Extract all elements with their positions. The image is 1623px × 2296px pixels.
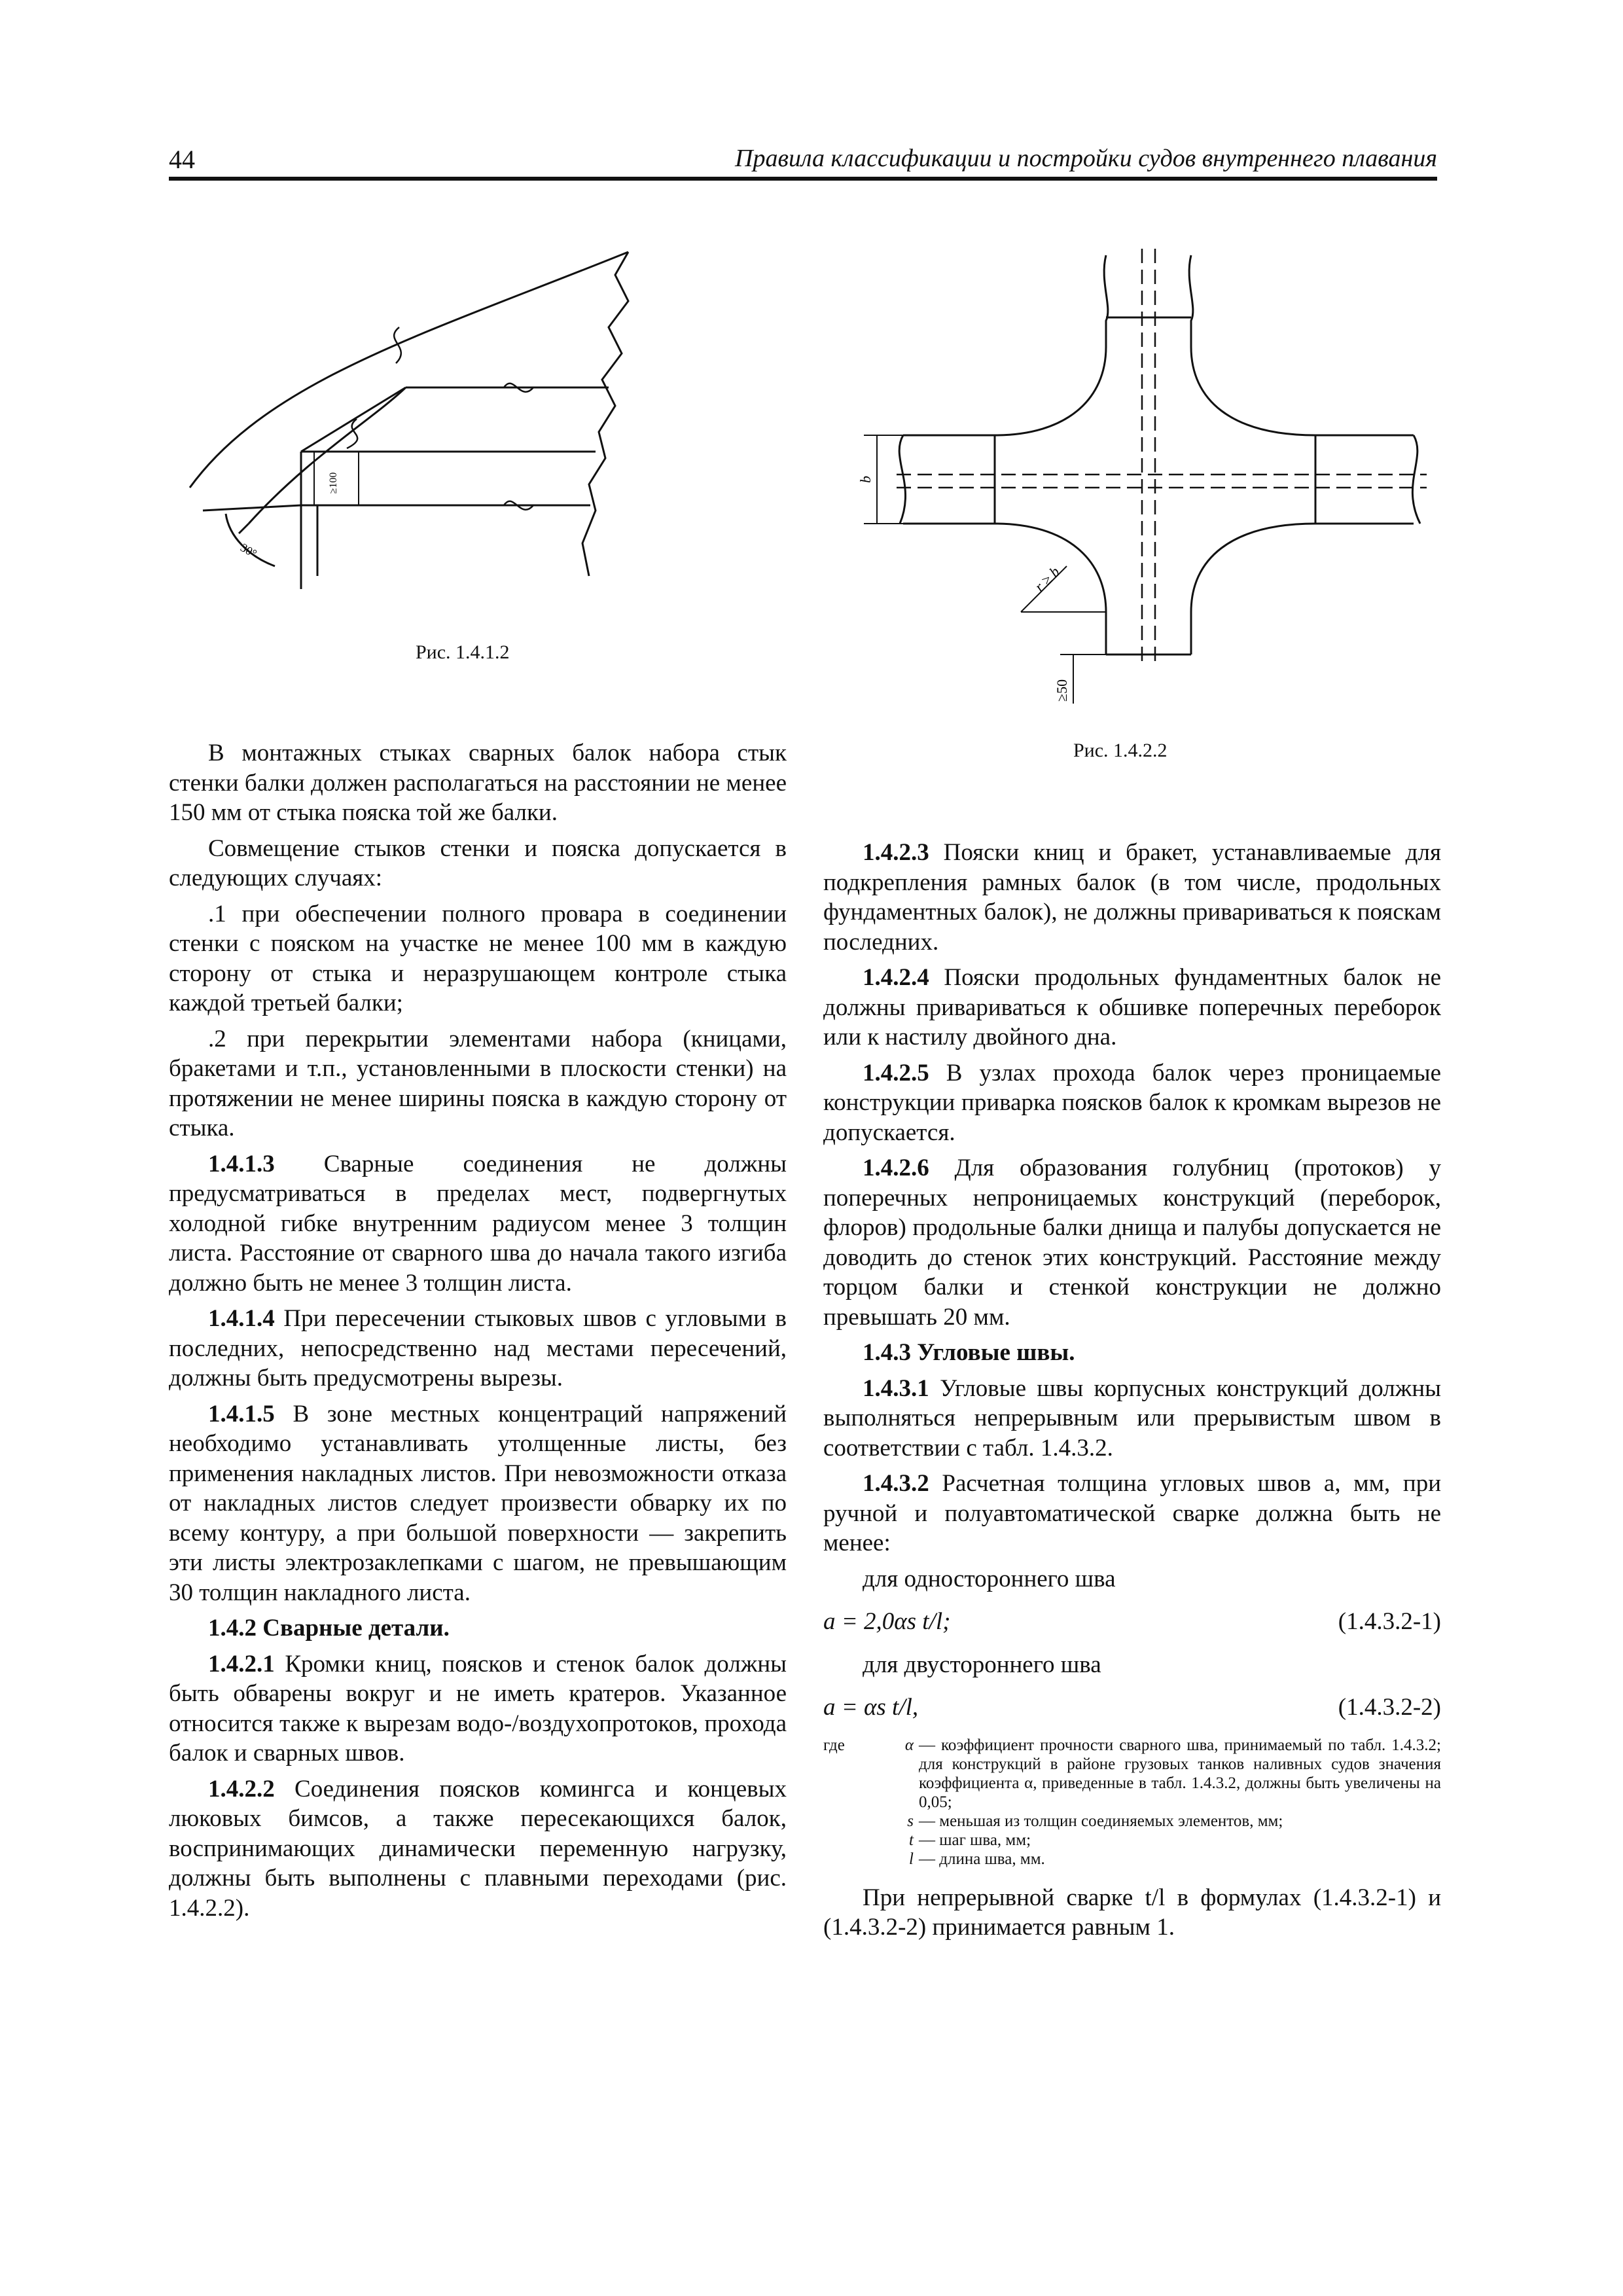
- formula-expression: a = 2,0αs t/l;: [823, 1608, 951, 1635]
- section-heading: 1.4.3 Угловые швы.: [863, 1339, 1075, 1366]
- clause-number: 1.4.1.4: [208, 1305, 275, 1332]
- paragraph: При непрерывной сварке t/l в формулах (1.4.3.2-1) и (1.4.3.2-2) принимается равным 1.: [823, 1884, 1441, 1941]
- paragraph: 1.4.1.5 В зоне местных концентраций напряжений необходимо устанавливать утолщенные листы, без применения накладных листов. При невозможности отказа от накладных листов следует произвести обварку их по всему контуру, а при большой поверхности — закрепить эти листы электрозаклепками с шагом, не превышающим 30 толщин накладного листа.: [169, 1400, 787, 1606]
- page-number: 44: [169, 145, 195, 174]
- legend-symbol: l: [909, 1850, 914, 1868]
- paragraph: для одностороннего шва: [863, 1565, 1116, 1592]
- legend-text: — шаг шва, мм;: [919, 1831, 1031, 1849]
- legend-row: [823, 1831, 1441, 1850]
- header-rule: [169, 177, 1437, 181]
- paragraph: Совмещение стыков стенки и пояска допускается в следующих случаях:: [169, 834, 787, 891]
- figure-caption-1-4-1-2: Рис. 1.4.1.2: [416, 641, 510, 663]
- right-column: [823, 838, 1441, 1943]
- legend-row: [823, 1812, 1441, 1831]
- fig1-dim-100: ≥100: [328, 472, 339, 494]
- running-title: Правила классификации и постройки судов внутреннего плавания: [735, 145, 1437, 172]
- clause-number: 1.4.1.3: [208, 1150, 275, 1177]
- paragraph: 1.4.3.1 Угловые швы корпусных конструкций должны выполняться непрерывным или прерывистым швом в соответствии с табл. 1.4.3.2.: [823, 1374, 1441, 1462]
- legend-symbol: t: [909, 1831, 914, 1849]
- variable-legend: [823, 1736, 1441, 1869]
- paragraph: 1.4.2.4 Пояски продольных фундаментных балок не должны привариваться к обшивке поперечных переборок или к настилу двойного дна.: [823, 964, 1441, 1050]
- paragraph: 1.4.1.4 При пересечении стыковых швов с угловыми в последних, непосредственно над местами пересечений, должны быть предусмотрены вырезы.: [169, 1305, 787, 1391]
- figure-caption-1-4-2-2: Рис. 1.4.2.2: [1073, 740, 1168, 761]
- legend-label: где: [823, 1736, 845, 1754]
- formula-number: (1.4.3.2-2): [1338, 1694, 1441, 1721]
- legend-symbol: s: [907, 1812, 914, 1830]
- paragraph: 1.4.2.1 Кромки книц, поясков и стенок балок должны быть обварены вокруг и не иметь кратеров. Указанное относится также к вырезам водо-/воздухопротоков, прохода балок и сварных швов.: [169, 1650, 787, 1767]
- paragraph: 1.4.2.5 В узлах прохода балок через проницаемые конструкции приварка поясков балок к кромкам вырезов не допускается.: [823, 1059, 1441, 1146]
- fig2-dim-r: r ≥ b: [1031, 563, 1063, 595]
- clause-number: 1.4.2.2: [208, 1775, 275, 1803]
- paragraph: .2 при перекрытии элементами набора (кницами, бракетами и т.п., установленными в плоскости стенки) на протяжении не менее ширины пояска в каждую сторону от стыка.: [169, 1025, 787, 1141]
- paragraph: 1.4.2.3 Пояски книц и бракет, устанавливаемые для подкрепления рамных балок (в том числе, продольных фундаментных балок), не должны привариваться к пояскам последних.: [823, 839, 1441, 956]
- clause-number: 1.4.1.5: [208, 1400, 275, 1427]
- clause-number: 1.4.2.3: [863, 839, 929, 866]
- figure-1-4-2-2: [844, 236, 1453, 733]
- clause-number: 1.4.3.2: [863, 1470, 929, 1497]
- paragraph: 1.4.3.2 Расчетная толщина угловых швов a, мм, при ручной и полуавтоматической сварке должна быть не менее:: [823, 1470, 1441, 1556]
- formula-1: [823, 1607, 1441, 1637]
- figure-1-4-1-2: [177, 236, 779, 602]
- paragraph: для двустороннего шва: [863, 1651, 1101, 1678]
- fig1-dim-30: 30°: [238, 541, 259, 561]
- legend-text: — длина шва, мм.: [919, 1850, 1045, 1868]
- clause-number: 1.4.3.1: [863, 1374, 929, 1402]
- formula-expression: a = αs t/l,: [823, 1694, 919, 1721]
- paragraph: 1.4.1.3 Сварные соединения не должны предусматриваться в пределах мест, подвергнутых холодной гибке внутренним радиусом менее 3 толщин листа. Расстояние от сварного шва до начала такого изгиба должно быть не менее 3 толщин листа.: [169, 1150, 787, 1297]
- paragraph: В монтажных стыках сварных балок набора стык стенки балки должен располагаться на расстоянии не менее 150 мм от стыка пояска той же балки.: [169, 740, 787, 826]
- formula-2: [823, 1693, 1441, 1723]
- legend-row: [823, 1850, 1441, 1869]
- paragraph: 1.4.2.6 Для образования голубниц (протоков) у поперечных непроницаемых конструкций (переборок, флоров) продольные балки днища и палубы допускается не доводить до стенок этих конструкций. Расстояние между торцом балки и стенкой конструкции не должно превышать 20 мм.: [823, 1155, 1441, 1331]
- legend-row: [823, 1736, 1441, 1812]
- paragraph: .1 при обеспечении полного провара в соединении стенки с пояском на участке не менее 100 мм в каждую сторону от стыка и неразрушающем контроле стыка каждой третьей балки;: [169, 900, 787, 1016]
- legend-symbol: α: [904, 1736, 914, 1754]
- section-heading: 1.4.2 Сварные детали.: [208, 1615, 450, 1641]
- formula-number: (1.4.3.2-1): [1338, 1608, 1441, 1635]
- legend-text: — коэффициент прочности сварного шва, принимаемый по табл. 1.4.3.2; для конструкций в районе грузовых танков наливных судов значения коэффициента α, приведенные в табл. 1.4.3.2, должны быть увеличены на 0,05;: [919, 1736, 1441, 1811]
- fig2-dim-b: b: [857, 476, 874, 483]
- clause-number: 1.4.2.5: [863, 1059, 929, 1086]
- clause-number: 1.4.2.1: [208, 1650, 275, 1677]
- left-column: [169, 738, 787, 1923]
- clause-number: 1.4.2.6: [863, 1155, 929, 1181]
- fig2-dim-50: ≥50: [1054, 679, 1070, 702]
- legend-text: — меньшая из толщин соединяемых элементов, мм;: [919, 1812, 1283, 1830]
- clause-number: 1.4.2.4: [863, 964, 929, 991]
- paragraph: 1.4.2.2 Соединения поясков комингса и концевых люковых бимсов, а также пересекающихся балок, воспринимающих динамически переменную нагрузку, должны быть выполнены с плавными переходами (рис. 1.4.2.2).: [169, 1775, 787, 1922]
